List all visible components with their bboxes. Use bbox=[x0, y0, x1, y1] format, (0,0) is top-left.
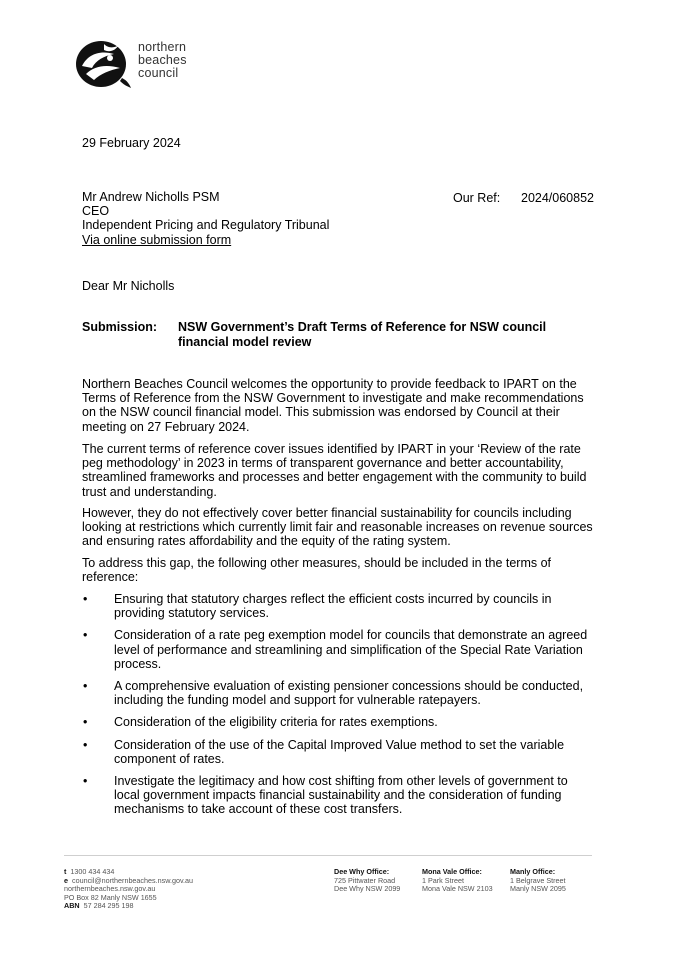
footer-postal: PO Box 82 Manly NSW 1655 bbox=[64, 892, 157, 902]
body-paragraph: Northern Beaches Council welcomes the opportunity to provide feedback to IPART on the Terms of Reference from the NSW Government to investigate and make recommendations on the NSW council financial model. This submission was endorsed by Council at their meeting on 27 February 2024. bbox=[82, 377, 584, 434]
footer-office: Mona Vale Office: 1 Park Street Mona Vale NSW 2103 bbox=[422, 867, 493, 894]
recipient-title: CEO bbox=[82, 204, 110, 219]
footer-website[interactable]: northernbeaches.nsw.gov.au bbox=[64, 884, 156, 894]
reference-label: Our Ref: bbox=[453, 191, 501, 205]
footer-phone[interactable]: 1300 434 434 bbox=[70, 867, 115, 876]
council-logo bbox=[74, 36, 204, 92]
bullet-icon: • bbox=[83, 774, 88, 789]
list-item: • A comprehensive evaluation of existing pensioner concessions should be conducted, including the funding model and support for vulnerable ratepayers. bbox=[83, 679, 584, 708]
footer-email[interactable]: council@northernbeaches.nsw.gov.au bbox=[72, 875, 194, 885]
list-item: • Consideration of a rate peg exemption model for councils that demonstrate an agreed level of performance and streamlining and simplification of the Special Rate Variation process. bbox=[83, 628, 588, 671]
bullet-icon: • bbox=[83, 715, 88, 730]
footer-office: Dee Why Office: 725 Pittwater Road Dee Why NSW 2099 bbox=[334, 867, 401, 894]
list-item: • Ensuring that statutory charges reflect the efficient costs incurred by councils in providing statutory services. bbox=[83, 592, 552, 621]
list-item: • Consideration of the eligibility criteria for rates exemptions. bbox=[83, 715, 438, 730]
body-paragraph: However, they do not effectively cover better financial sustainability for councils including looking at restrictions which currently limit fair and reasonable increases on revenue sources and ensuring rates affordability and the equity of the rating system. bbox=[82, 506, 593, 549]
letter-date: 29 February 2024 bbox=[82, 136, 181, 150]
bullet-icon: • bbox=[83, 628, 88, 643]
list-item: • Investigate the legitimacy and how cost shifting from other levels of government to local government impacts financial sustainability and the consideration of funding mechanisms to take account of these cost transfers. bbox=[83, 774, 568, 817]
bullet-icon: • bbox=[83, 679, 88, 694]
body-paragraph: The current terms of reference cover issues identified by IPART in your ‘Review of the rate peg methodology’ in 2023 in terms of transparent governance and better accountability, streamlined frameworks and processes and better engagement with the community to build trust and understanding. bbox=[82, 442, 587, 499]
body-paragraph: To address this gap, the following other measures, should be included in the terms of reference: bbox=[82, 556, 552, 585]
salutation: Dear Mr Nicholls bbox=[82, 279, 175, 293]
subject-label: Submission: bbox=[82, 320, 158, 334]
reference-number: 2024/060852 bbox=[521, 191, 594, 205]
recipient-name: Mr Andrew Nicholls PSM bbox=[82, 190, 220, 204]
submission-method-link[interactable]: Via online submission form bbox=[82, 232, 232, 247]
footer-office: Manly Office: 1 Belgrave Street Manly NSW 2095 bbox=[510, 867, 566, 894]
footer-contact: t 1300 434 434 e council@northernbeaches.nsw.gov.au northernbeaches.nsw.gov.au PO Box 82 Manly NSW 1655 ABN 57 284 295 198 bbox=[64, 867, 194, 911]
list-item: • Consideration of the use of the Capital Improved Value method to set the variable component of rates. bbox=[83, 737, 565, 766]
measures-list bbox=[82, 592, 602, 825]
footer-abn: 57 284 295 198 bbox=[83, 901, 134, 911]
council-wordmark: northern beaches council bbox=[138, 40, 187, 80]
recipient-address bbox=[82, 190, 329, 247]
recipient-organisation: Independent Pricing and Regulatory Tribunal bbox=[82, 218, 330, 233]
bullet-icon: • bbox=[83, 737, 88, 752]
bullet-icon: • bbox=[83, 592, 88, 606]
subject-heading: NSW Government’s Draft Terms of Reference for NSW council financial model review bbox=[178, 320, 547, 349]
council-emblem-icon bbox=[74, 36, 132, 90]
footer-divider bbox=[64, 855, 592, 856]
